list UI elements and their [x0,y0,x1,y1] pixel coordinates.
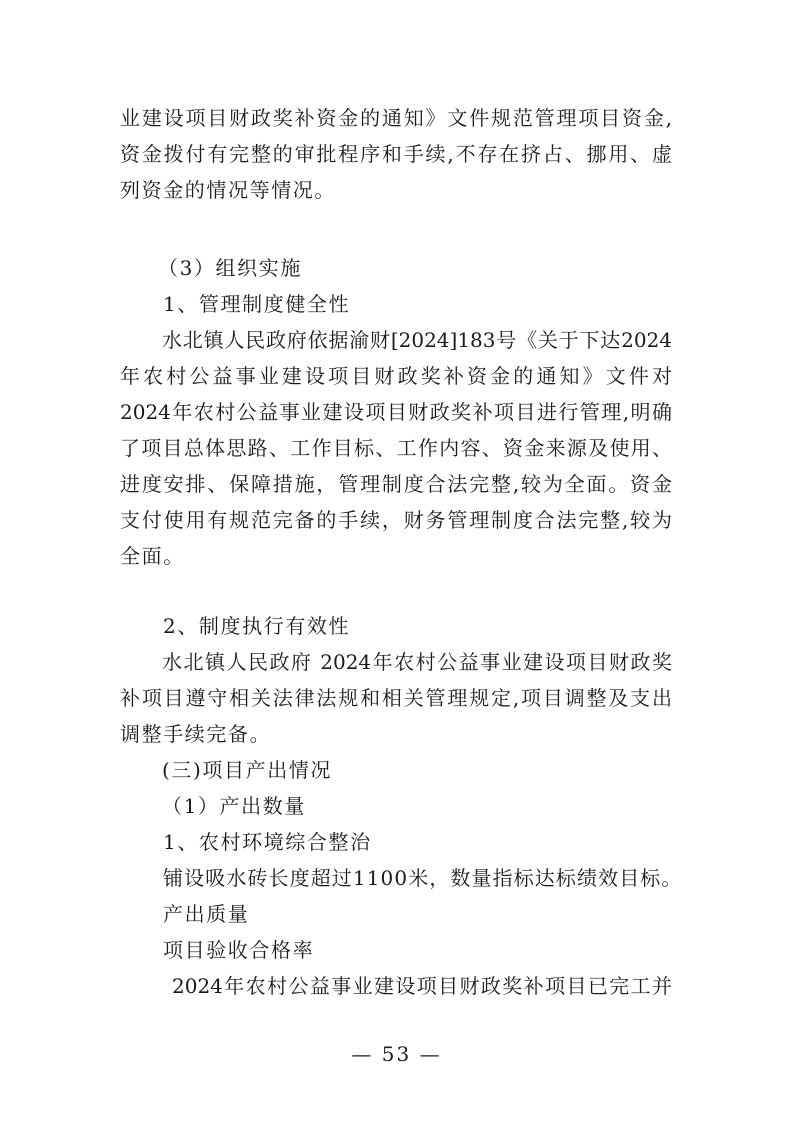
paragraph-line: 调整手续完备。 [120,722,272,746]
subsection-heading: 2、制度执行有效性 [163,614,351,638]
subsection-heading: 产出质量 [163,902,250,926]
paragraph-line: 2024年农村公益事业建设项目财政奖补项目进行管理,明确 [120,400,672,424]
paragraph-line: 补项目遵守相关法律法规和相关管理规定,项目调整及支出 [120,686,672,710]
page-number: — 53 — [351,1042,442,1066]
subsection-heading: 1、农村环境综合整治 [163,830,372,854]
subsection-heading: 1、管理制度健全性 [163,292,351,316]
paragraph-line: 了项目总体思路、工作目标、工作内容、资金来源及使用、 [120,436,672,460]
section-heading: （3）组织实施 [158,256,302,280]
paragraph-line: 全面。 [120,544,185,568]
paragraph-line: 业建设项目财政奖补资金的通知》文件规范管理项目资金, [120,106,672,130]
paragraph-line: 进度安排、保障措施，管理制度合法完整,较为全面。资金 [120,472,672,496]
paragraph-line: 2024年农村公益事业建设项目财政奖补项目已完工并 [172,974,672,998]
section-heading: (三)项目产出情况 [162,758,333,782]
subsection-heading: 项目验收合格率 [163,938,315,962]
paragraph-line: 铺设吸水砖长度超过1100米，数量指标达标绩效目标。 [163,866,683,890]
paragraph-line: 水北镇人民政府 2024年农村公益事业建设项目财政奖 [162,650,672,674]
section-heading: （1）产出数量 [162,794,306,818]
paragraph-line: 水北镇人民政府依据渝财[2024]183号《关于下达2024 [162,328,672,352]
paragraph-line: 支付使用有规范完备的手续，财务管理制度合法完整,较为 [120,508,672,532]
paragraph-line: 资金拨付有完整的审批程序和手续,不存在挤占、挪用、虚 [120,142,672,166]
paragraph-line: 列资金的情况等情况。 [120,178,336,202]
paragraph-line: 年农村公益事业建设项目财政奖补资金的通知》文件对 [120,364,672,388]
